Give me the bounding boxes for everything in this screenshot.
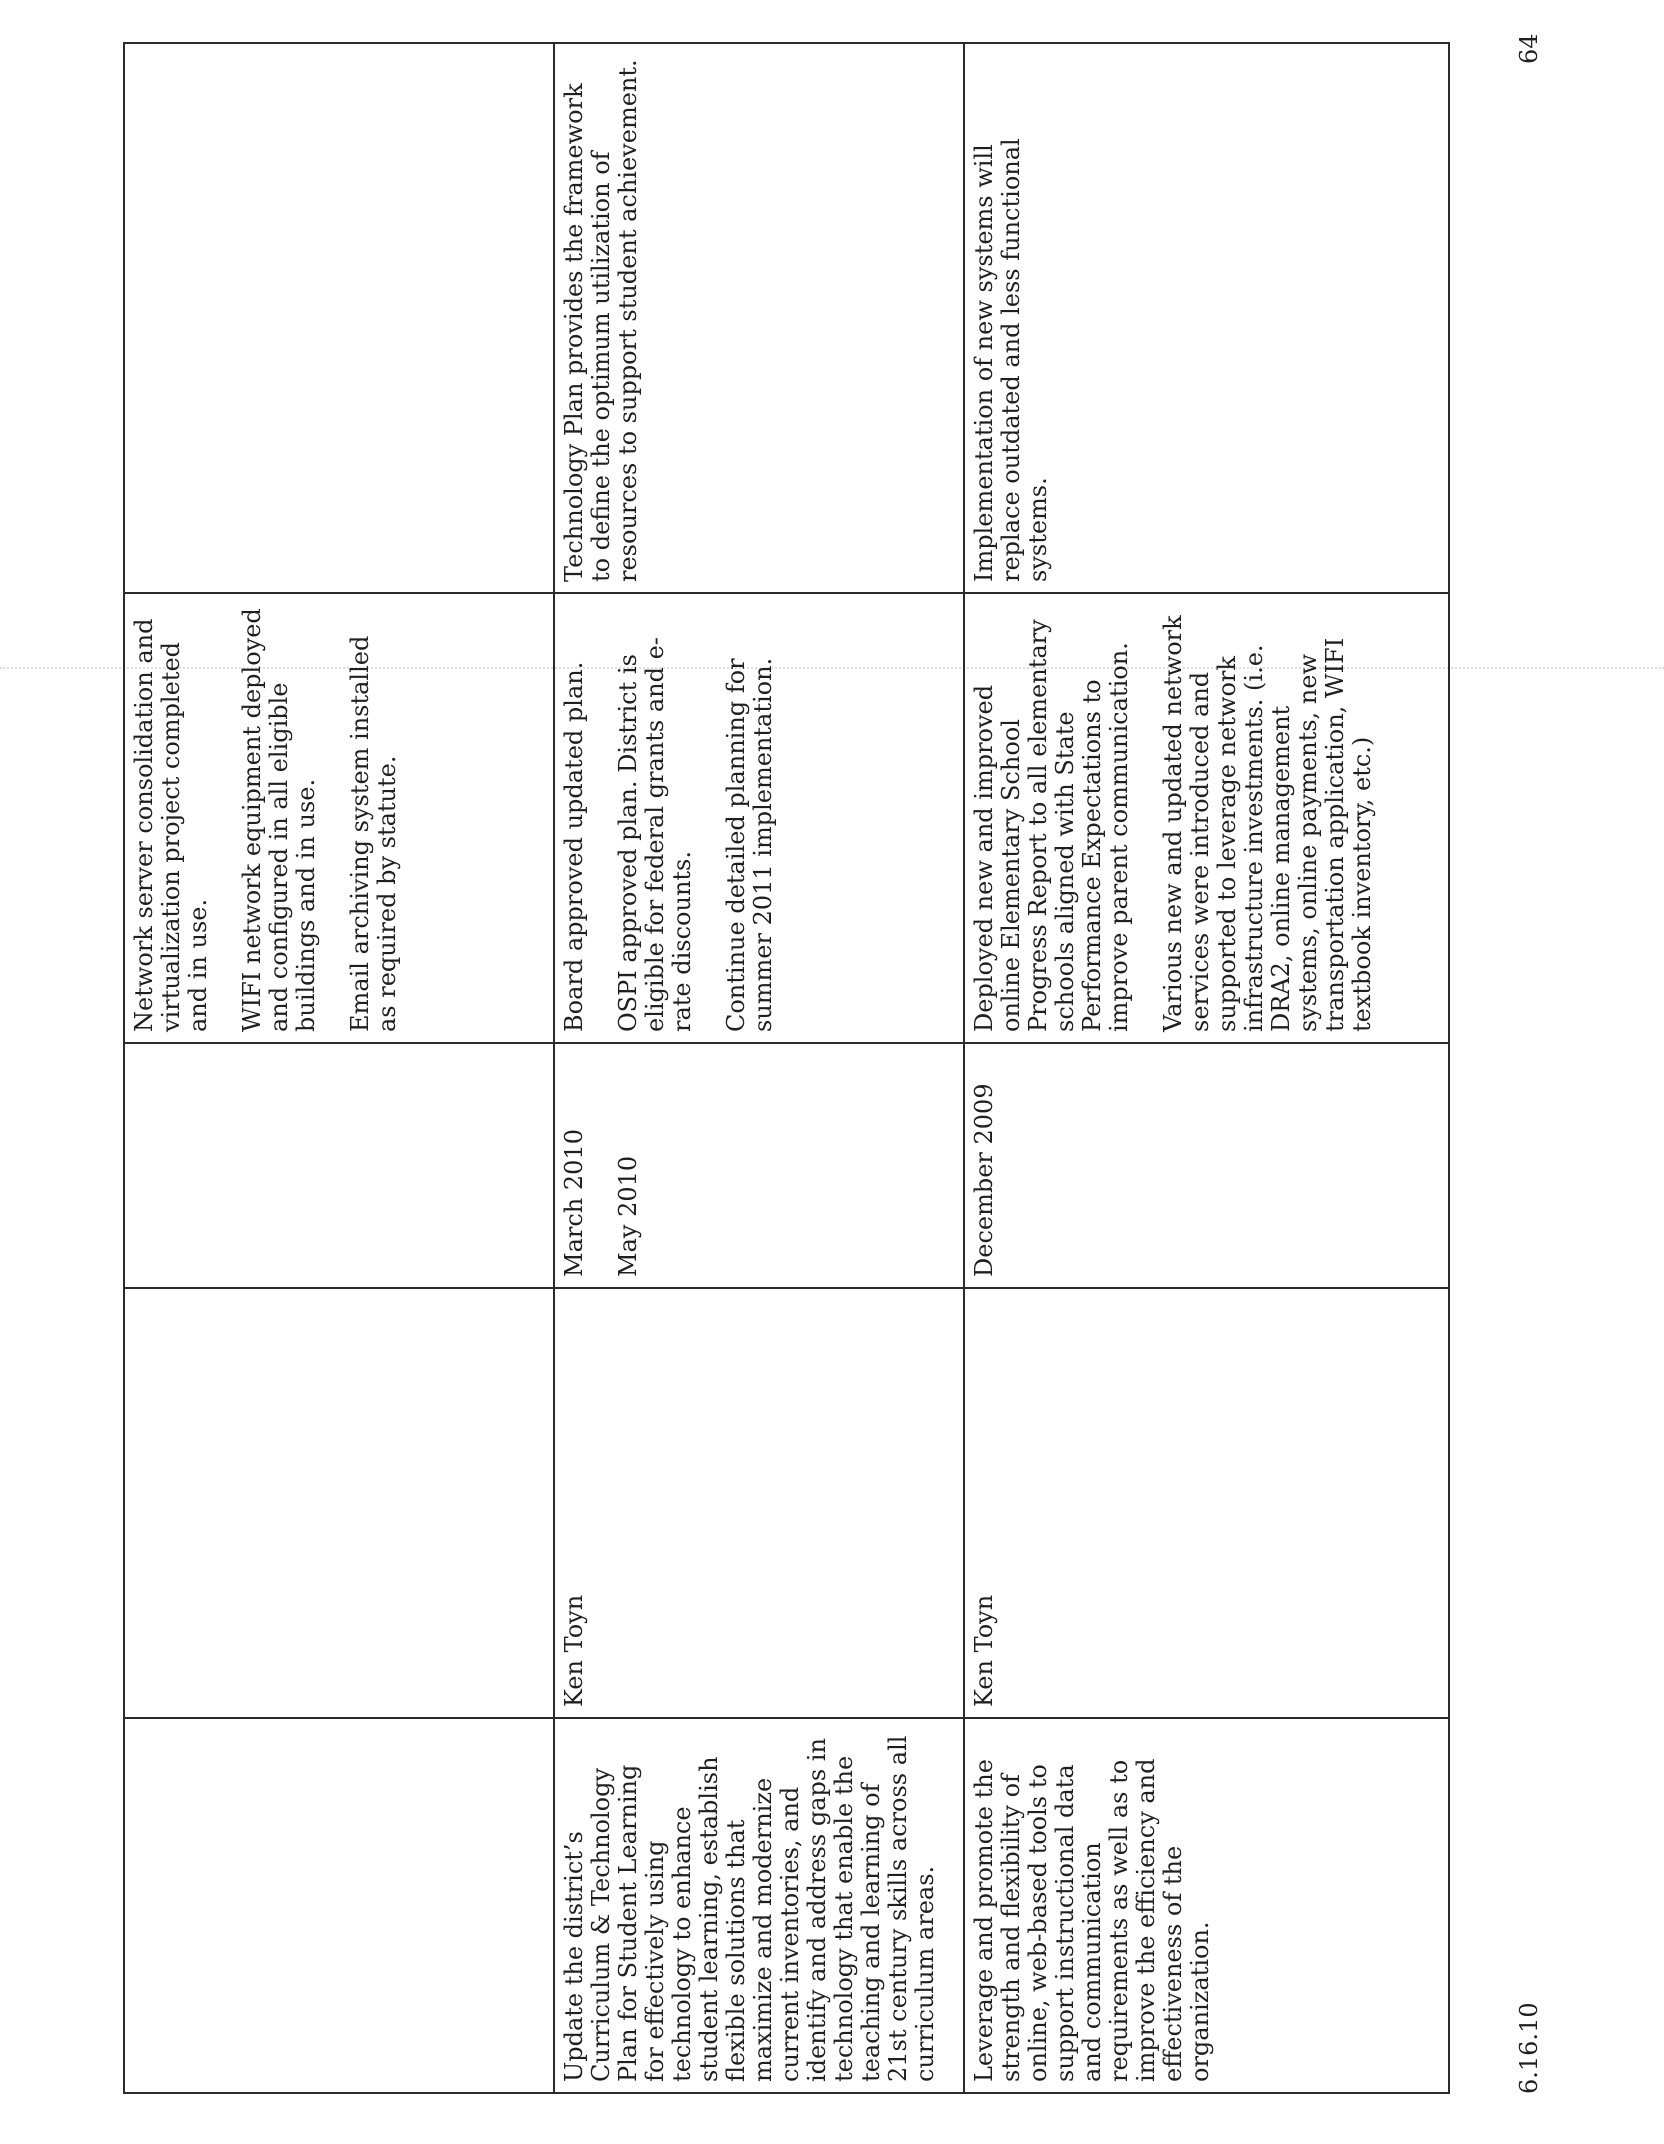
progress-item: Various new and updated network services were introduced and supported to leverage network infrastructure investments. (i.e. DRA2, online management systems, online payments, new transportation application, WIFI textbook inventory, etc.) — [1159, 615, 1376, 1032]
progress-cell — [124, 593, 554, 1043]
timeline-date: December 2009 — [970, 1083, 998, 1277]
objective-cell — [554, 1718, 964, 2093]
lead-cell — [554, 1288, 964, 1718]
progress-item: Board approved updated plan. — [560, 661, 588, 1032]
timeline-cell — [554, 1043, 964, 1288]
progress-item: OSPI approved plan. District is eligible for federal grants and e-rate discounts. — [614, 637, 696, 1032]
impact-text: Technology Plan provides the framework to define the optimum utilization of resources to support student achievement. — [560, 59, 642, 582]
table-row — [964, 43, 1449, 2093]
progress-item: Deployed new and improved online Elementary School Progress Report to all elementary schools aligned with State Performance Expectations to improve parent communication. — [970, 619, 1133, 1032]
impact-cell — [554, 43, 964, 593]
progress-cell — [554, 593, 964, 1043]
lead-cell — [124, 1288, 554, 1718]
impact-cell — [124, 43, 554, 593]
lead-cell — [964, 1288, 1449, 1718]
impact-text: Implementation of new systems will replace outdated and less functional systems. — [970, 138, 1052, 582]
technology-plan-table — [123, 42, 1450, 2094]
progress-item: Network server consolidation and virtualization project completed and in use. — [130, 618, 212, 1032]
timeline-cell — [964, 1043, 1449, 1288]
lead-text: Ken Toyn — [560, 1594, 588, 1707]
impact-cell — [964, 43, 1449, 593]
date-code: 6.16.10 — [1515, 2002, 1543, 2094]
lead-text: Ken Toyn — [970, 1594, 998, 1707]
objective-cell — [124, 1718, 554, 2093]
progress-item: Continue detailed planning for summer 2011 implementation. — [722, 657, 777, 1032]
progress-item: Email archiving system installed as required by statute. — [346, 635, 401, 1032]
timeline-date: March 2010 — [560, 1129, 588, 1277]
timeline-cell — [124, 1043, 554, 1288]
objective-text: Update the district’s Curriculum & Technology Plan for Student Learning for effectively using technology to enhance student learning, establish flexible solutions that maximize and modernize current inventories, and identify and address gaps in technology that enable the teaching and learning of 21st century skills across all curriculum areas. — [560, 1735, 939, 2082]
table-row — [124, 43, 554, 2093]
objective-text: Leverage and promote the strength and flexibility of online, web-based tools to support instructional data and communication requirements as well as to improve the efficiency and effectiveness of the organization. — [970, 1758, 1214, 2082]
progress-cell — [964, 593, 1449, 1043]
table-row — [554, 43, 964, 2093]
timeline-date: May 2010 — [614, 1155, 642, 1277]
page-number: 64 — [1515, 33, 1543, 64]
objective-cell — [964, 1718, 1449, 2093]
progress-item: WIFI network equipment deployed and configured in all eligible buildings and in use. — [238, 608, 320, 1032]
